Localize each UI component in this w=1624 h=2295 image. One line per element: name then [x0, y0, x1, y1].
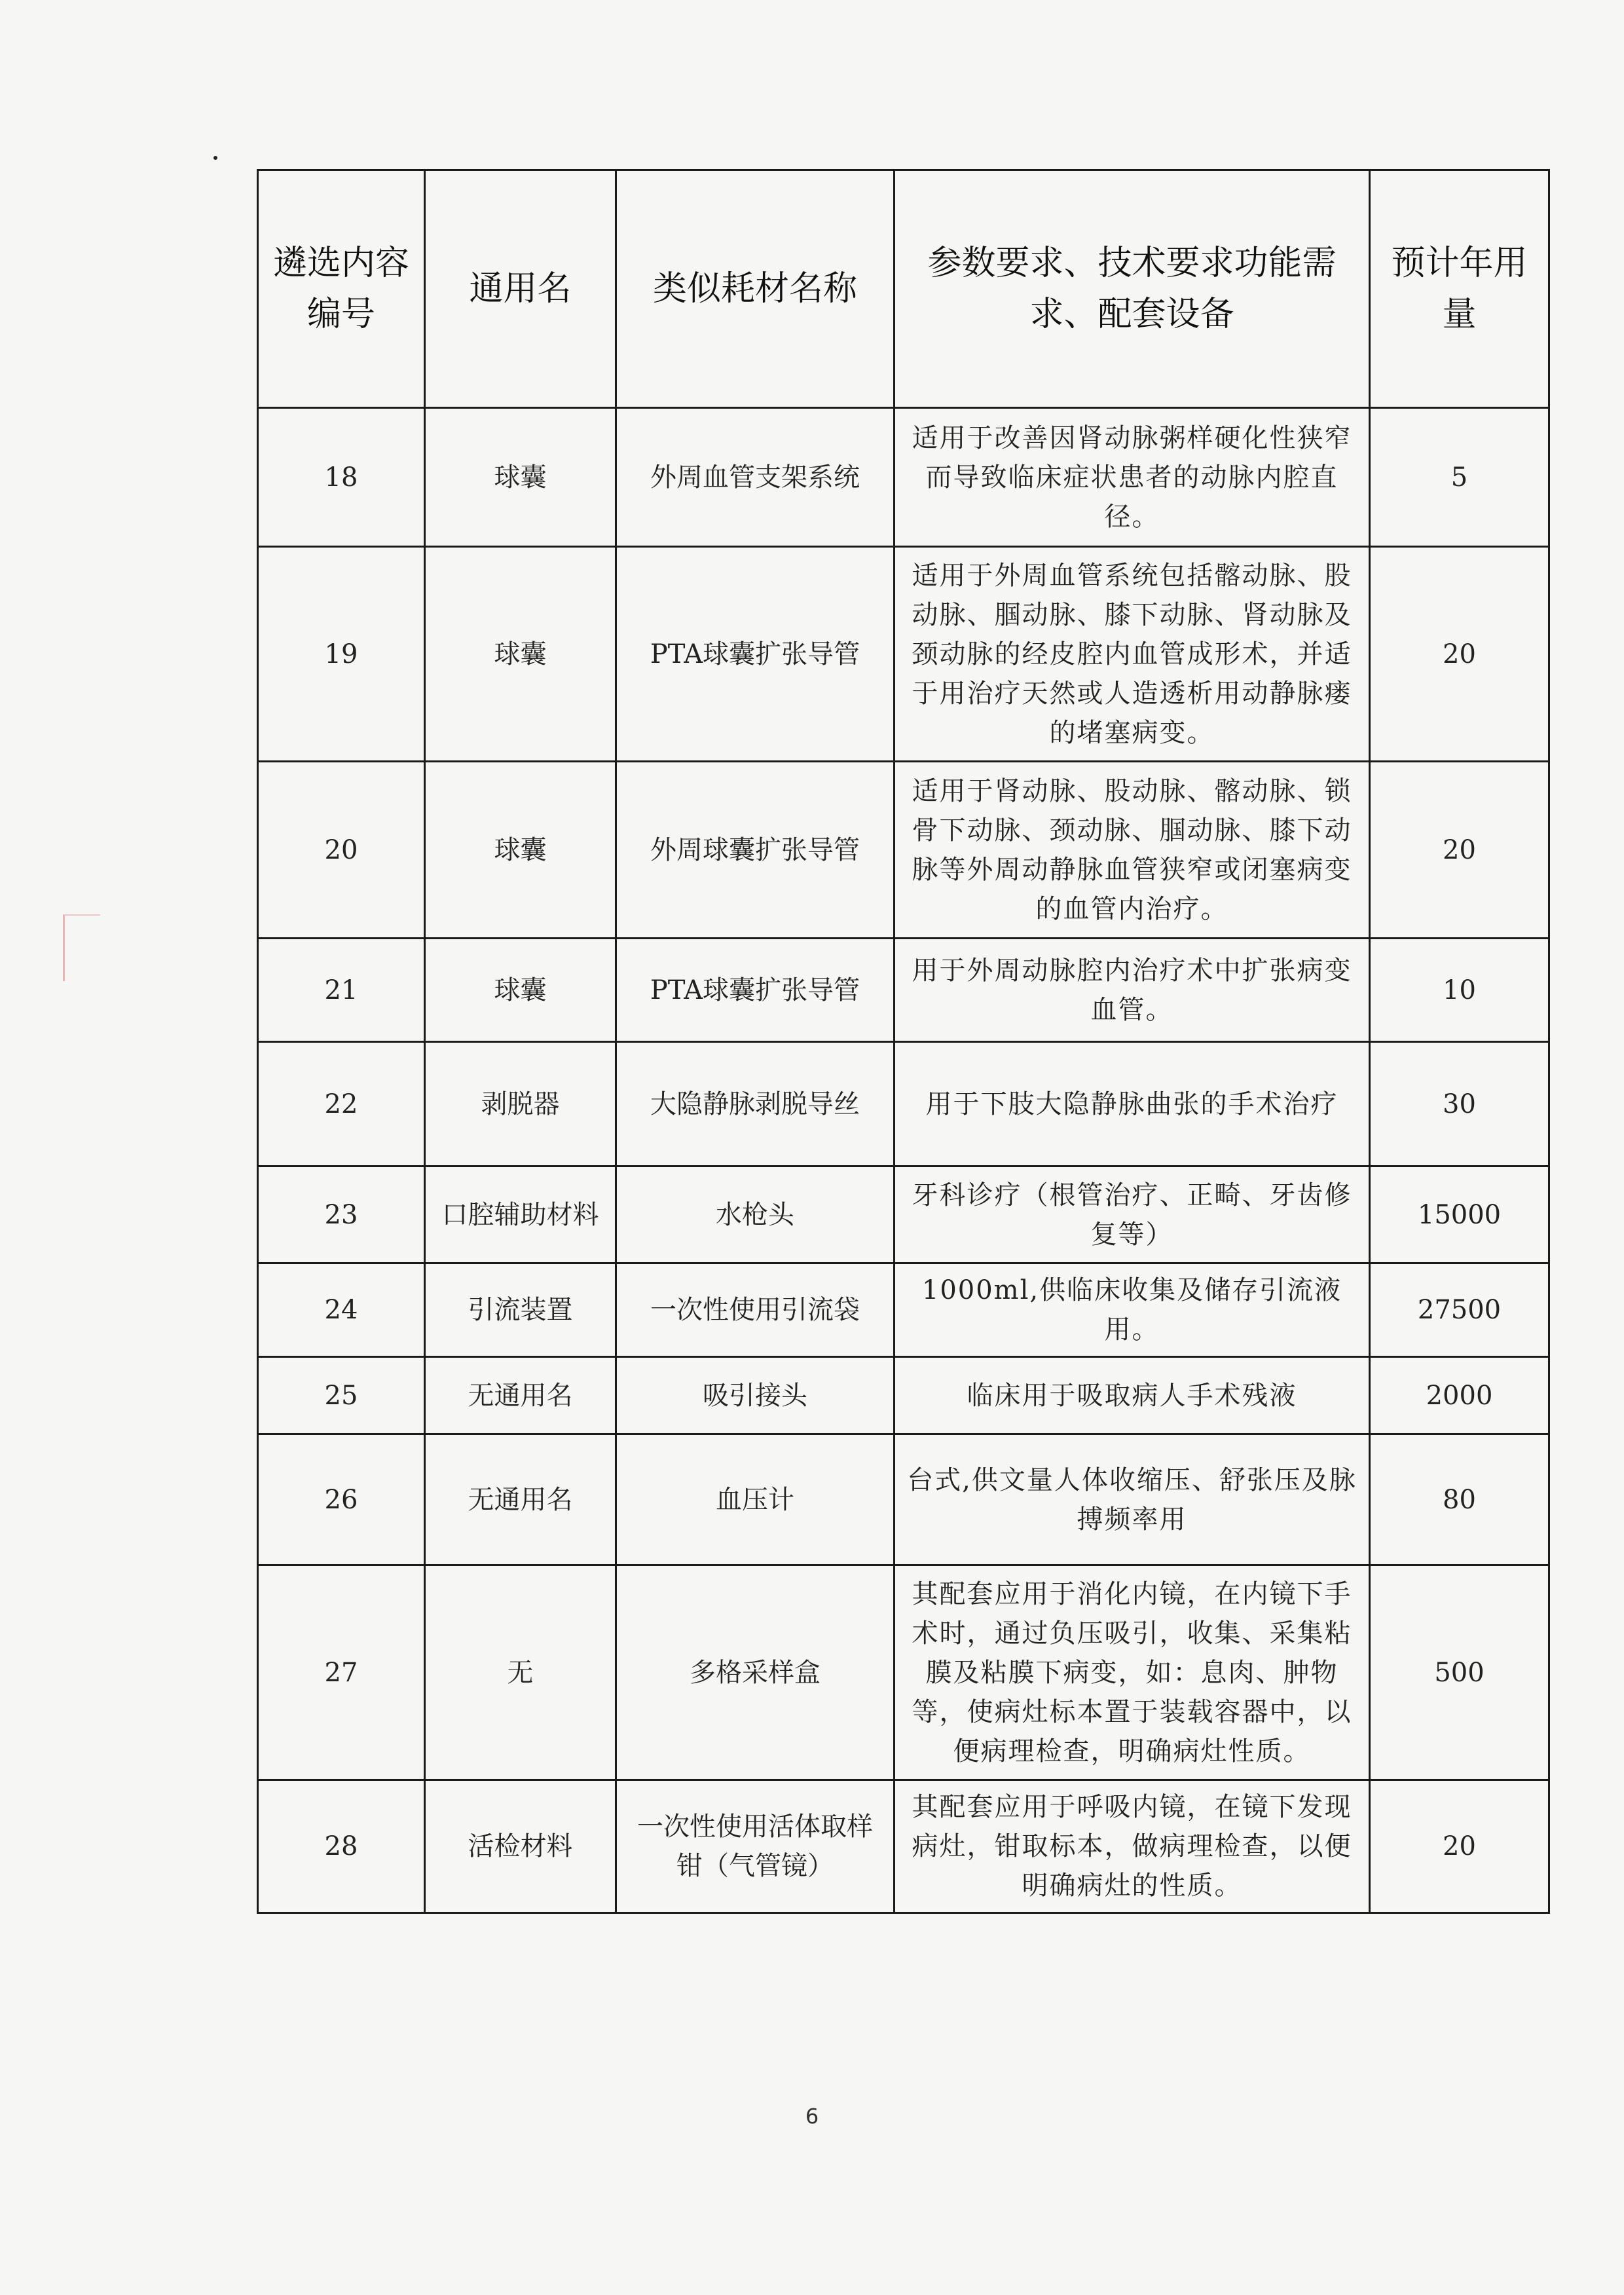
header-similar-name: 类似耗材名称 — [616, 170, 895, 408]
table-row — [258, 1042, 1549, 1166]
cell-generic-name: 无通用名 — [425, 1434, 616, 1565]
cell-requirements: 其配套应用于消化内镜，在内镜下手术时，通过负压吸引，收集、采集粘膜及粘膜下病变，如：息肉、肿物等，使病灶标本置于装载容器中，以便病理检查，明确病灶性质。 — [895, 1565, 1370, 1780]
cell-generic-name: 引流装置 — [425, 1263, 616, 1357]
cell-generic-name: 球囊 — [425, 547, 616, 762]
header-annual-volume: 预计年用量 — [1370, 170, 1549, 408]
cell-item-number: 19 — [258, 547, 425, 762]
cell-generic-name: 球囊 — [425, 408, 616, 547]
cell-annual-volume: 15000 — [1370, 1166, 1549, 1263]
header-item-number: 遴选内容编号 — [258, 170, 425, 408]
cell-similar-name: 吸引接头 — [616, 1357, 895, 1434]
table-row — [258, 1780, 1549, 1913]
cell-generic-name: 剥脱器 — [425, 1042, 616, 1166]
cell-generic-name: 活检材料 — [425, 1780, 616, 1913]
cell-requirements: 用于下肢大隐静脉曲张的手术治疗 — [895, 1042, 1370, 1166]
cell-requirements: 用于外周动脉腔内治疗术中扩张病变血管。 — [895, 939, 1370, 1042]
cell-similar-name: 血压计 — [616, 1434, 895, 1565]
page-number: 6 — [805, 2104, 819, 2129]
table-row — [258, 1263, 1549, 1357]
table-row — [258, 408, 1549, 547]
cell-item-number: 23 — [258, 1166, 425, 1263]
cell-similar-name: PTA球囊扩张导管 — [616, 547, 895, 762]
cell-similar-name: 一次性使用活体取样钳（气管镜） — [616, 1780, 895, 1913]
cell-generic-name: 球囊 — [425, 762, 616, 939]
cell-requirements: 牙科诊疗（根管治疗、正畸、牙齿修复等） — [895, 1166, 1370, 1263]
cell-generic-name: 球囊 — [425, 939, 616, 1042]
cell-item-number: 18 — [258, 408, 425, 547]
table-row — [258, 1166, 1549, 1263]
header-generic-name: 通用名 — [425, 170, 616, 408]
cell-similar-name: 一次性使用引流袋 — [616, 1263, 895, 1357]
stamp-bleed-mark — [63, 914, 100, 981]
cell-item-number: 21 — [258, 939, 425, 1042]
cell-annual-volume: 2000 — [1370, 1357, 1549, 1434]
cell-annual-volume: 80 — [1370, 1434, 1549, 1565]
cell-similar-name: 外周球囊扩张导管 — [616, 762, 895, 939]
cell-annual-volume: 500 — [1370, 1565, 1549, 1780]
cell-item-number: 27 — [258, 1565, 425, 1780]
cell-similar-name: PTA球囊扩张导管 — [616, 939, 895, 1042]
cell-similar-name: 多格采样盒 — [616, 1565, 895, 1780]
cell-requirements: 适用于外周血管系统包括髂动脉、股动脉、腘动脉、膝下动脉、肾动脉及颈动脉的经皮腔内血管成形术，并适于用治疗天然或人造透析用动静脉瘘的堵塞病变。 — [895, 547, 1370, 762]
table-row — [258, 1357, 1549, 1434]
cell-generic-name: 无 — [425, 1565, 616, 1780]
scan-dot — [213, 156, 217, 160]
cell-item-number: 25 — [258, 1357, 425, 1434]
cell-similar-name: 外周血管支架系统 — [616, 408, 895, 547]
table-row — [258, 762, 1549, 939]
cell-item-number: 20 — [258, 762, 425, 939]
cell-requirements: 临床用于吸取病人手术残液 — [895, 1357, 1370, 1434]
table-row — [258, 939, 1549, 1042]
cell-annual-volume: 20 — [1370, 547, 1549, 762]
cell-item-number: 22 — [258, 1042, 425, 1166]
cell-requirements: 适用于改善因肾动脉粥样硬化性狭窄而导致临床症状患者的动脉内腔直径。 — [895, 408, 1370, 547]
table-header-row — [258, 170, 1549, 408]
cell-requirements: 1000ml,供临床收集及储存引流液用。 — [895, 1263, 1370, 1357]
cell-requirements: 台式,供文量人体收缩压、舒张压及脉搏频率用 — [895, 1434, 1370, 1565]
cell-requirements: 其配套应用于呼吸内镜，在镜下发现病灶，钳取标本，做病理检查，以便明确病灶的性质。 — [895, 1780, 1370, 1913]
cell-generic-name: 口腔辅助材料 — [425, 1166, 616, 1263]
cell-similar-name: 大隐静脉剥脱导丝 — [616, 1042, 895, 1166]
cell-annual-volume: 27500 — [1370, 1263, 1549, 1357]
consumables-table — [257, 169, 1550, 1914]
cell-requirements: 适用于肾动脉、股动脉、髂动脉、锁骨下动脉、颈动脉、腘动脉、膝下动脉等外周动静脉血管狭窄或闭塞病变的血管内治疗。 — [895, 762, 1370, 939]
cell-annual-volume: 30 — [1370, 1042, 1549, 1166]
cell-item-number: 26 — [258, 1434, 425, 1565]
cell-annual-volume: 5 — [1370, 408, 1549, 547]
cell-annual-volume: 20 — [1370, 762, 1549, 939]
cell-item-number: 24 — [258, 1263, 425, 1357]
cell-generic-name: 无通用名 — [425, 1357, 616, 1434]
cell-annual-volume: 20 — [1370, 1780, 1549, 1913]
table-row — [258, 1434, 1549, 1565]
table-row — [258, 547, 1549, 762]
cell-item-number: 28 — [258, 1780, 425, 1913]
table-row — [258, 1565, 1549, 1780]
cell-similar-name: 水枪头 — [616, 1166, 895, 1263]
header-requirements: 参数要求、技术要求功能需求、配套设备 — [895, 170, 1370, 408]
cell-annual-volume: 10 — [1370, 939, 1549, 1042]
